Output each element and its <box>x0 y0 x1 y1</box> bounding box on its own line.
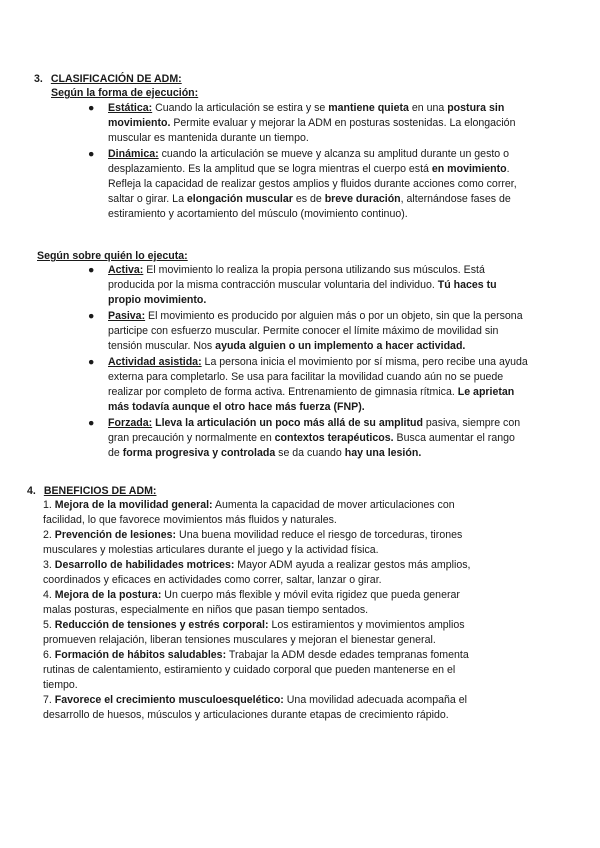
list-item-actividad-asistida: ● Actividad asistida: La persona inicia el movimiento por sí misma, pero recibe una ayuda externa para completarlo. Se usa para facilitar la movilidad cuando aún no se puede realizar por completo de forma activa. Entrenamiento de gimnasia rítmica. Le aprietan más todavía aunque el otro hace más fuerza (FNP). <box>88 356 528 413</box>
section-3-number: 3. <box>34 73 43 85</box>
subheading-forma-ejecucion: Según la forma de ejecución: <box>51 87 199 99</box>
list-item-pasiva: ● Pasiva: El movimiento es producido por alguien más o por un objeto, sin que la persona participe con esfuerzo muscular. Permite conocer el límite máximo de movilidad sin tensión muscular. Nos ayuda alguien o un implemento a hacer actividad. <box>88 310 523 352</box>
list-item: 4. Mejora de la postura: Un cuerpo más flexible y móvil evita rigidez que pueda generar malas posturas, especialmente en niños que pasan tiempo sentados. <box>43 589 460 616</box>
list-item: 2. Prevención de lesiones: Una buena movilidad reduce el riesgo de torceduras, tirones musculares y molestias articulares durante el juego y la actividad física. <box>43 529 463 556</box>
section-3-heading <box>34 72 182 87</box>
section-3-title: CLASIFICACIÓN DE ADM: <box>50 73 182 85</box>
bullet-icon: ● <box>88 148 95 160</box>
beneficios-list <box>43 498 483 723</box>
bullet-icon: ● <box>88 356 95 368</box>
section-4-heading <box>27 484 156 499</box>
section-4-title: BENEFICIOS DE ADM: <box>43 485 157 497</box>
list-item: 1. Mejora de la movilidad general: Aumenta la capacidad de mover articulaciones con facilidad, lo que favorece movimientos más fluidos y naturales. <box>43 499 455 526</box>
list-item-activa: ● Activa: El movimiento lo realiza la propia persona utilizando sus músculos. Está producida por la misma contracción muscular voluntaria del individuo. Tú haces tu propio movimiento. <box>88 264 497 306</box>
list-item-forzada: ● Forzada: Lleva la articulación un poco más allá de su amplitud pasiva, siempre con gran precaución y normalmente en contextos terapéuticos. Busca aumentar el rango de forma progresiva y controlada se da cuando hay una lesión. <box>88 417 521 459</box>
list-item: 6. Formación de hábitos saludables: Trabajar la ADM desde edades tempranas fomenta rutinas de calentamiento, estiramiento y cuidado corporal que pueden mantenerse en el tiempo. <box>43 649 469 691</box>
list-item: 7. Favorece el crecimiento musculoesquelético: Una movilidad adecuada acompaña el desarrollo de huesos, músculos y articulaciones durante etapas de crecimiento rápido. <box>43 694 467 721</box>
list-item-estatica: ● Estática: Cuando la articulación se estira y se mantiene quieta en una postura sin movimiento. Permite evaluar y mejorar la ADM en posturas sostenidas. La elongación muscular es mantenida durante un tiempo. <box>88 102 516 144</box>
section-4-number: 4. <box>27 485 36 497</box>
list-item-dinamica: ● Dinámica: cuando la articulación se mueve y alcanza su amplitud durante un gesto o desplazamiento. Es la amplitud que se logra mientras el cuerpo está en movimiento. Refleja la capacidad de realizar gestos amplios y fluidos durante acciones como correr, saltar o girar. La elongación muscular es de breve duración, alternándose fases de estiramiento y acortamiento del músculo (movimiento continuo). <box>88 148 517 220</box>
bullet-icon: ● <box>88 102 95 114</box>
list-item: 5. Reducción de tensiones y estrés corporal: Los estiramientos y movimientos amplios promueven relajación, liberan tensiones musculares y mejoran el bienestar general. <box>43 619 465 646</box>
bullet-icon: ● <box>88 264 95 276</box>
bullet-icon: ● <box>88 310 95 322</box>
forma-ejecucion-list <box>88 101 528 222</box>
subheading-quien-ejecuta: Según sobre quién lo ejecuta: <box>37 250 188 262</box>
list-item: 3. Desarrollo de habilidades motrices: Mayor ADM ayuda a realizar gestos más amplios, coordinados y eficaces en actividades como correr, saltar, lanzar o girar. <box>43 559 471 586</box>
quien-ejecuta-list <box>88 263 528 461</box>
bullet-icon: ● <box>88 417 95 429</box>
